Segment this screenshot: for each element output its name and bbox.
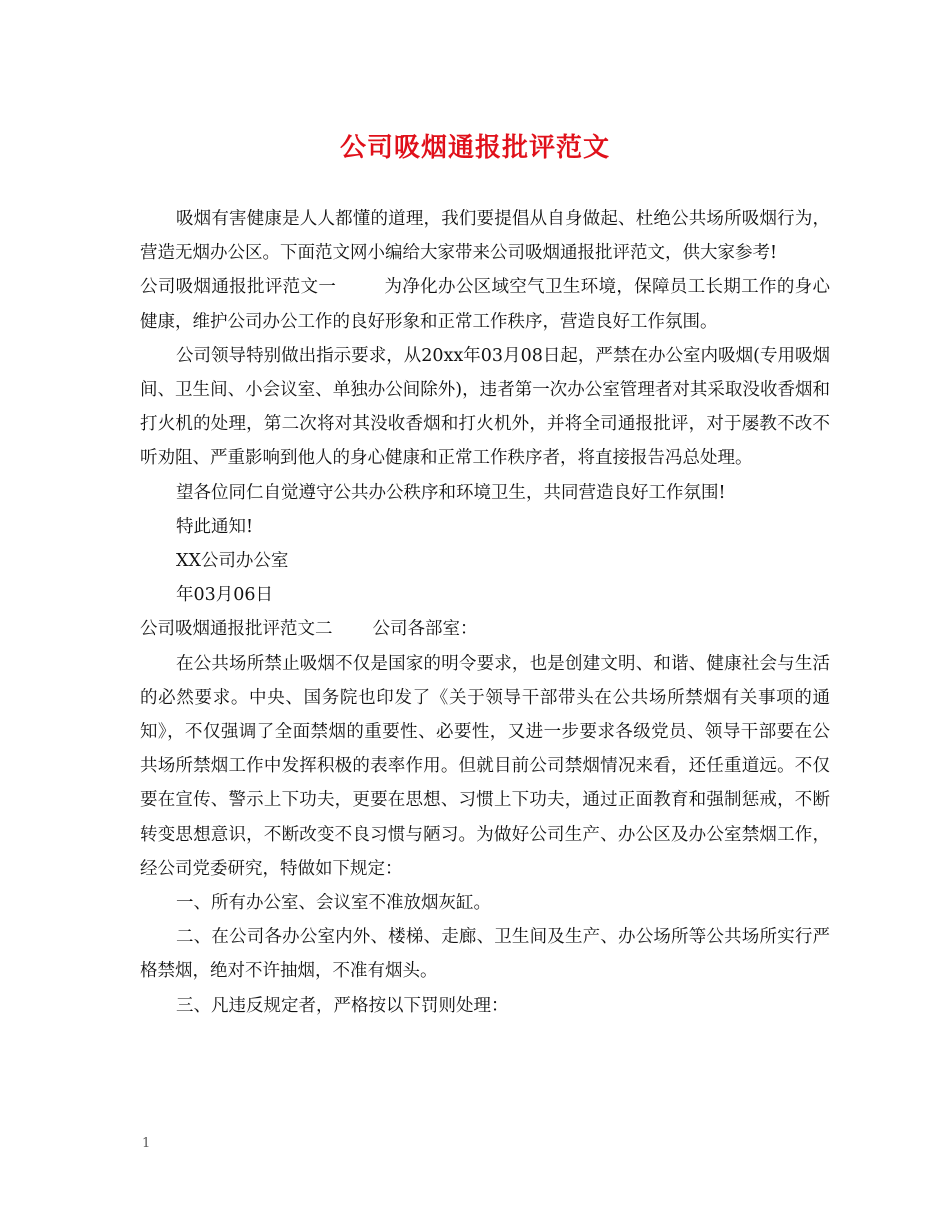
rule-three: 三、凡违反规定者，严格按以下罚则处理： xyxy=(176,995,509,1016)
section-two-paragraph xyxy=(140,612,830,646)
leadership-requirement-paragraph: 公司领导特别做出指示要求，从20xx年03月08日起，严禁在办公室内吸烟(专用吸烟间、卫生间、小会议室、单独办公间除外)，违者第一次办公室管理者对其采取没收香烟和打火机的处理，第二次将对其没收香烟和打火机外，并将全司通报批评，对于屡教不改不听劝阻、严重影响到他人的身心健康和正常工作秩序者，将直接报告冯总处理。 xyxy=(140,345,830,469)
intro-paragraph: 吸烟有害健康是人人都懂的道理，我们要提倡从自身做起、杜绝公共场所吸烟行为，营造无烟办公区。下面范文网小编给大家带来公司吸烟通报批评范文，供大家参考! xyxy=(140,209,830,264)
section-one-paragraph xyxy=(140,270,830,338)
section-one-text: 为净化办公区域空气卫生环境，保障员工长期工作的身心健康，维护公司办公工作的良好形象和正常工作秩序，营造良好工作氛围。 xyxy=(140,277,831,332)
section-two-text: 公司各部室： xyxy=(372,619,478,640)
section-one-heading: 公司吸烟通报批评范文一 xyxy=(140,277,337,298)
section-two-heading: 公司吸烟通报批评范文二 xyxy=(140,619,333,640)
page-number: 1 xyxy=(142,1136,151,1151)
closing-appeal-paragraph: 望各位同仁自觉遵守公共办公秩序和环境卫生，共同营造良好工作氛围! xyxy=(176,482,726,503)
document-body xyxy=(140,202,830,1023)
notice-phrase: 特此通知! xyxy=(176,516,254,537)
document-title: 公司吸烟通报批评范文 xyxy=(339,133,610,163)
issue-date: 年03月06日 xyxy=(176,585,274,606)
issuer-office: XX公司办公室 xyxy=(176,551,289,572)
rule-one: 一、所有办公室、会议室不准放烟灰缸。 xyxy=(176,893,491,914)
rule-two: 二、在公司各办公室内外、楼梯、走廊、卫生间及生产、办公场所等公共场所实行严格禁烟，绝对不许抽烟，不准有烟头。 xyxy=(140,927,830,982)
public-smoking-ban-paragraph: 在公共场所禁止吸烟不仅是国家的明令要求，也是创建文明、和谐、健康社会与生活的必然要求。中央、国务院也印发了《关于领导干部带头在公共场所禁烟有关事项的通知》，不仅强调了全面禁烟的重要性、必要性，又进一步要求各级党员、领导干部要在公共场所禁烟工作中发挥积极的表率作用。但就目前公司禁烟情况来看，还任重道远。不仅要在宣传、警示上下功夫，更要在思想、习惯上下功夫，通过正面教育和强制惩戒，不断转变思想意识，不断改变不良习惯与陋习。为做好公司生产、办公区及办公室禁烟工作，经公司党委研究，特做如下规定： xyxy=(140,653,830,879)
